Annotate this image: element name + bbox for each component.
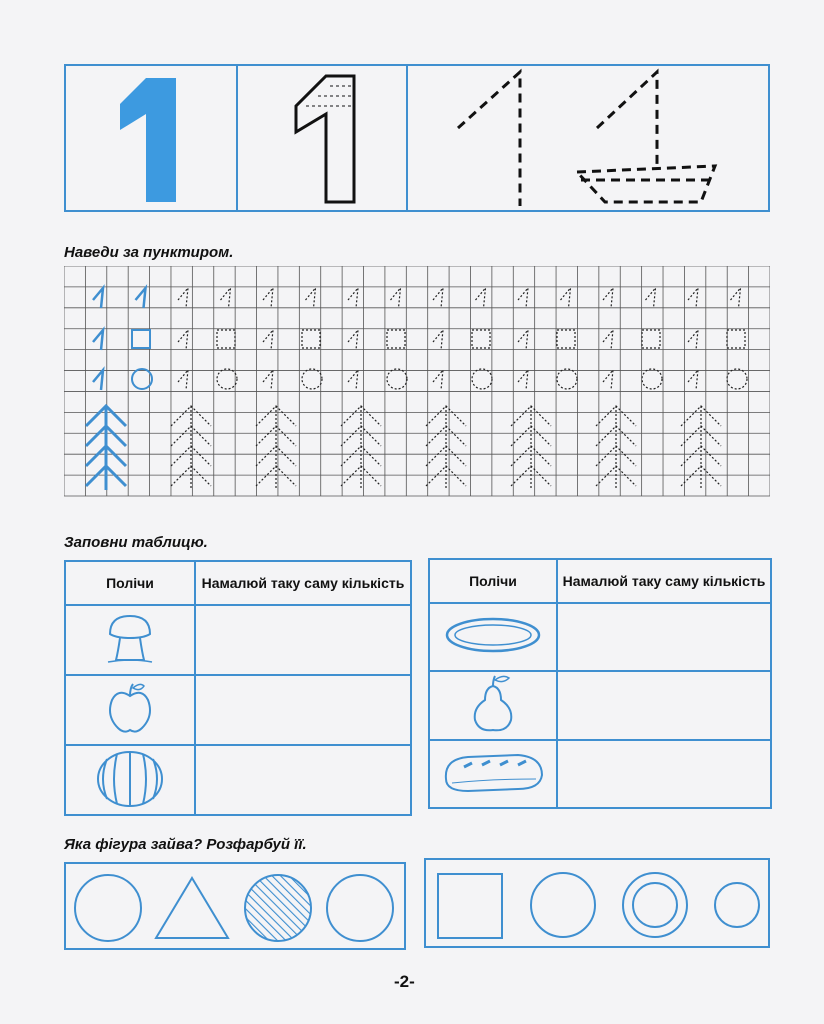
dashed-one-icon <box>561 288 571 308</box>
dashed-one-icon <box>646 288 656 308</box>
dashed-one-icon <box>221 288 231 308</box>
count-cell <box>65 675 195 745</box>
dashed-square-icon <box>557 330 575 348</box>
draw-cell[interactable] <box>557 740 771 808</box>
shapes-group-left <box>64 862 406 950</box>
dashed-one-icon <box>476 288 486 308</box>
dashed-one-icon <box>433 288 443 308</box>
circle-icon[interactable] <box>528 870 598 940</box>
dashed-fir-tree-icon <box>341 406 381 490</box>
dashed-one-icon <box>433 330 443 350</box>
dashed-one-icon <box>178 288 188 308</box>
dashed-circle-icon <box>217 369 237 389</box>
dashed-sailboat-icon <box>571 66 721 210</box>
dashed-one-icon <box>348 370 358 390</box>
dashed-one-icon <box>603 370 613 390</box>
odd-one-heading: Яка фігура зайва? Розфарбуй її. <box>64 836 307 853</box>
dashed-one-icon <box>263 330 273 350</box>
count-cell <box>429 603 557 671</box>
shapes-group-right <box>424 858 770 948</box>
outline-digit-one-icon <box>276 72 366 206</box>
circle-icon <box>132 369 152 389</box>
ring-icon[interactable] <box>620 870 690 940</box>
dashed-one-icon <box>446 66 536 210</box>
digit-one-icon <box>136 288 146 308</box>
dashed-square-icon <box>472 330 490 348</box>
triangle-icon[interactable] <box>152 874 232 942</box>
pear-icon <box>463 672 523 734</box>
fir-tree-icon <box>86 406 126 490</box>
dashed-one-icon <box>518 330 528 350</box>
digit-one-icon <box>93 370 103 390</box>
dashed-one-icon <box>391 288 401 308</box>
dashed-circle-icon <box>387 369 407 389</box>
dashed-fir-tree-icon <box>596 406 636 490</box>
draw-cell[interactable] <box>195 605 411 675</box>
draw-cell[interactable] <box>557 603 771 671</box>
count-cell <box>429 740 557 808</box>
circle-icon[interactable] <box>324 872 396 944</box>
dashed-square-icon <box>387 330 405 348</box>
small-circle-icon[interactable] <box>712 880 762 930</box>
top-divider-1 <box>236 66 238 210</box>
dashed-one-icon <box>688 330 698 350</box>
count-cell <box>429 671 557 740</box>
draw-cell[interactable] <box>195 675 411 745</box>
dashed-fir-tree-icon <box>426 406 466 490</box>
bread-loaf-icon <box>438 749 548 795</box>
dashed-one-icon <box>688 370 698 390</box>
mushroom-icon <box>100 608 160 668</box>
dashed-one-icon <box>731 288 741 308</box>
page-number: -2- <box>394 972 415 991</box>
dashed-square-icon <box>642 330 660 348</box>
count-cell <box>65 745 195 815</box>
dashed-square-icon <box>217 330 235 348</box>
solid-digit-one-icon <box>106 74 196 204</box>
dashed-one-icon <box>263 370 273 390</box>
apple-icon <box>100 678 160 738</box>
draw-cell[interactable] <box>557 671 771 740</box>
draw-cell[interactable] <box>195 745 411 815</box>
dashed-one-icon <box>178 370 188 390</box>
dashed-square-icon <box>302 330 320 348</box>
dashed-square-icon <box>727 330 745 348</box>
dashed-one-icon <box>348 330 358 350</box>
dashed-circle-icon <box>557 369 577 389</box>
count-table-left <box>64 560 412 816</box>
count-cell <box>65 605 195 675</box>
dashed-fir-tree-icon <box>511 406 551 490</box>
dashed-one-icon <box>178 330 188 350</box>
top-row-frame <box>64 64 770 212</box>
dashed-circle-icon <box>727 369 747 389</box>
dashed-fir-tree-icon <box>681 406 721 490</box>
count-table-right <box>428 558 772 809</box>
top-divider-2 <box>406 66 408 210</box>
dashed-one-icon <box>603 330 613 350</box>
dashed-one-icon <box>603 288 613 308</box>
table-heading: Заповни таблицю. <box>64 534 208 551</box>
hatched-circle-icon[interactable] <box>242 872 314 944</box>
dashed-one-icon <box>518 288 528 308</box>
dashed-one-icon <box>518 370 528 390</box>
dashed-one-icon <box>348 288 358 308</box>
tracing-grid <box>64 266 770 506</box>
dashed-circle-icon <box>302 369 322 389</box>
dashed-fir-tree-icon <box>256 406 296 490</box>
dashed-one-icon <box>263 288 273 308</box>
dashed-one-icon <box>688 288 698 308</box>
plate-icon <box>443 613 543 657</box>
col-draw-header: Намалюй таку саму кількість <box>557 559 771 603</box>
digit-one-icon <box>93 330 103 350</box>
dashed-one-icon <box>433 370 443 390</box>
square-icon[interactable] <box>436 872 504 940</box>
dashed-circle-icon <box>472 369 492 389</box>
dashed-circle-icon <box>642 369 662 389</box>
digit-one-icon <box>93 288 103 308</box>
dashed-fir-tree-icon <box>171 406 211 490</box>
tracing-heading: Наведи за пунктиром. <box>64 244 234 261</box>
circle-icon[interactable] <box>72 872 144 944</box>
square-icon <box>132 330 150 348</box>
col-draw-header: Намалюй таку саму кількість <box>195 561 411 605</box>
col-count-header: Полічи <box>65 561 195 605</box>
col-count-header: Полічи <box>429 559 557 603</box>
watermelon-icon <box>95 747 165 809</box>
dashed-one-icon <box>306 288 316 308</box>
